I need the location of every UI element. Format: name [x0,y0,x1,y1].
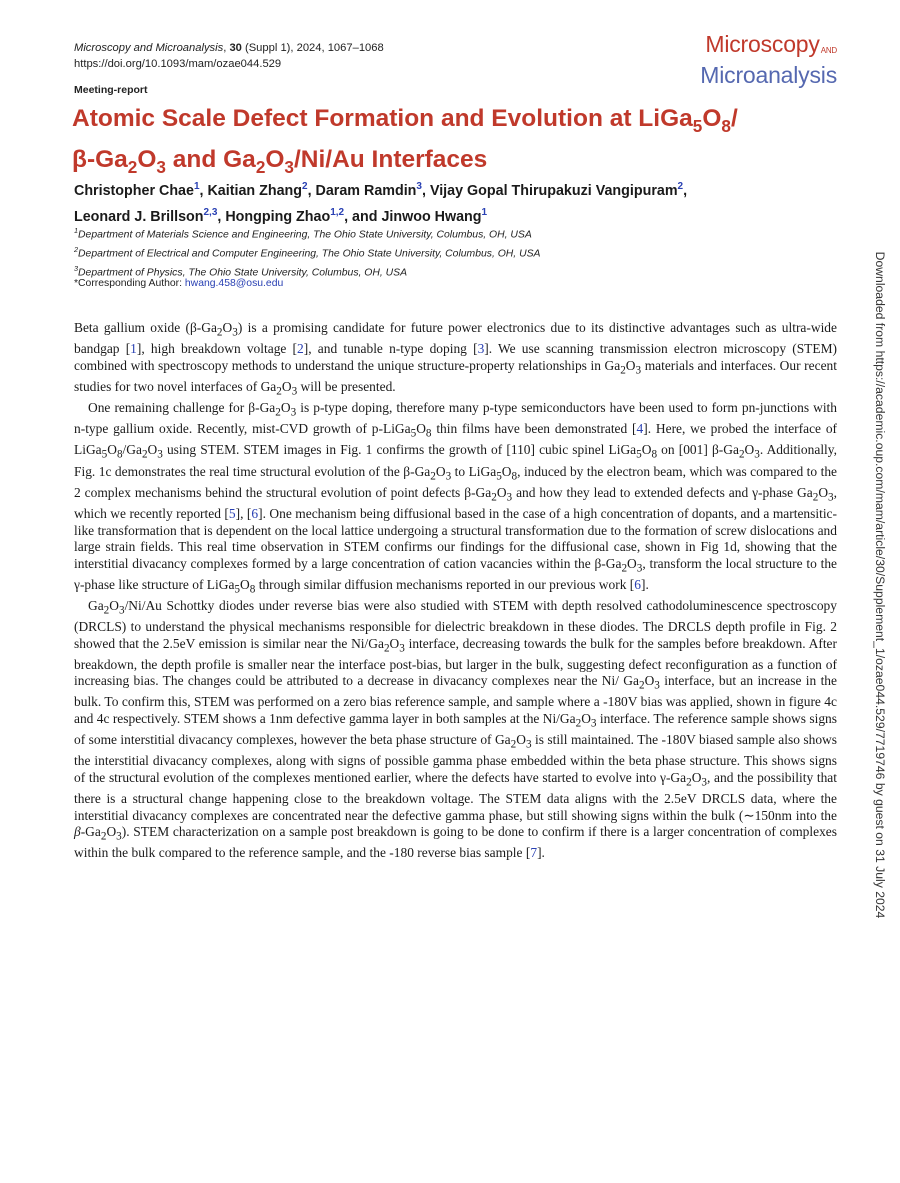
affiliation-item: $^1$Department of Materials Science and Engineering, The Ohio State University, Columbus, OH, USA [74,226,532,241]
affiliations [74,224,540,281]
author-list: Christopher Chae$^1$, Kaitian Zhang$^2$, Daram Ramdin$^3$, Vijay Gopal Thirupakuzi Vangipuram$^2$, Leonard J. Brillson$^{2,3}$, Hongping Zhao$^{1,2}$, and Jinwoo Hwang$^1$ [74,181,688,225]
reference-link[interactable]: 3 [477,341,485,357]
article-title: Atomic Scale Defect Formation and Evolution at $LiGa_5O_8/$ $\beta-Ga_2O_3$ and $Ga_2O_3/Ni/Au$ Interfaces [72,105,738,177]
affiliation-item: $^3$Department of Physics, The Ohio State University, Columbus, OH, USA [74,264,408,279]
reference-link[interactable]: 4 [636,421,644,437]
affiliation-item: $^2$Department of Electrical and Computer Engineering, The Ohio State University, Columbus, OH, USA [74,245,541,260]
author-affiliation-marker[interactable]: 2 [302,181,308,192]
journal-name: Microscopy and Microanalysis [74,42,224,54]
body-paragraph: One remaining challenge for $\beta-Ga_2O_3$ is p-type doping, therefore many p-type semiconductors have been used to form pn-junctions with n-type gallium oxide. Recently, mist-CVD growth of $p-LiGa_5O_8$ thin films have been demonstrated [4]. Here, we probed the interface of $LiGa_5O_8/Ga_2O_3$ using STEM. STEM images in Fig. 1 confirms the growth of [110] cubic spinel $LiGa_5O_8$ on [001] $\beta-Ga_2O_3$. Additionally, Fig. 1c demonstrates the real time structural evolution of the $\beta-Ga_2O_3$ to $LiGa_5O_8$, induced by the electron beam, which was compared to the 2 complex mechanisms behind the structural evolution of point defects $\beta-Ga_2O_3$ and how they lead to extended defects and γ-phase $Ga_2O_3$, which we recently reported [5], [6]. One mechanism being diffusional based in the case of a high concentration of dopants, and a martensitic-like transformation that is dependent on the local lattice undergoing a structural transformation due to the formation of screw dislocations and large strain fields. This real time observation in STEM confirms our findings for the diffusional case, shown in Fig 1d, showing that the interstitial divacancy complexes formed by a large concentration of cation vacancies within the $\beta-Ga_2O_3$, transform the local structure to the γ-phase like structure of $LiGa_5O_8$ through similar diffusion mechanisms reported in our previous work [6]. [74,400,838,596]
logo-and: AND [820,46,837,55]
author-affiliation-marker[interactable]: 1 [193,181,200,192]
author-name: Leonard J. Brillson [74,208,204,225]
author-affiliation-marker[interactable]: 2,3 [203,206,218,218]
logo-line1: Microscopy [705,31,820,57]
corresponding-author [74,278,283,289]
download-watermark-text: Downloaded from https://academic.oup.com/mam/article/30/Supplement_1/ozae044.529/7719746 by guest on 31 July 2024 [873,251,887,919]
author-name: Jinwoo Hwang [381,208,482,225]
author-affiliation-marker[interactable]: 3 [416,181,422,192]
journal-volume: 30 [229,42,242,54]
journal-logo [700,32,837,88]
author-name: Daram Ramdin [315,182,417,199]
citation-header: Microscopy and Microanalysis, 30 (Suppl 1), 2024, 1067–1068 https://doi.org/10.1093/mam/ozae044.529 [74,42,384,70]
reference-link[interactable]: 6 [251,506,259,521]
author-name: Vijay Gopal Thirupakuzi Vangipuram [429,182,678,199]
author-affiliation-marker[interactable]: 2 [677,181,684,192]
reference-link[interactable]: 6 [634,576,641,592]
author-name: Christopher Chae [74,182,194,199]
logo-line2: Microanalysis [700,62,837,88]
author-affiliation-marker[interactable]: 1,2 [330,206,345,218]
body-paragraph: $Ga_2O_3/Ni/Au$ Schottky diodes under reverse bias were also studied with STEM with depth resolved cathodoluminescence spectroscopy (DRCLS) to understand the physical mechanisms responsible for dielectric breakdown in these diodes. The DRCLS depth profile in Fig. 2 showed that the 2.5eV emission is similar near the $Ni/Ga_2O_3$ interface, decreasing towards the bulk for the samples before breakdown. After breakdown, the depth profile is smaller near the interface post-bias, but larger in the bulk, suggesting defect reconfiguration as a function of increasing bias. The changes could be attributed to a decrease in divacancy complexes near the Ni/ $Ga_2O_3$ interface, but an increase in the bulk. To confirm this, STEM was performed on a zero bias reference sample, and sample where a -180V bias was applied, shown in figure 4c and 4c respectively. STEM shows a 1nm defective gamma layer in both samples at the $Ni/Ga_2O_3$ interface. The reference sample shows signs of some interstitial divacancy complexes, however the beta phase structure of $Ga_2O_3$ is still maintained. The -180V biased sample also shows the interstitial divacancy complexes, along with signs of possible gamma phase embedded within the beta phase structure. This shows signs of the structural evolution of the complexes mentioned earlier, where the defects have started to evolve into $\gamma-Ga_2O_3$, and the possibility that there is a structural change happening close to the breakdown voltage. The STEM data aligns with the 2.5eV DRCLS data, where the interstitial divacancy complexes are concentrated near the defective gamma phase, but still showing signs within the bulk (∼150nm into the $\beta-Ga_2O_3$). STEM characterization on a sample post breakdown is going to be done to confirm if there is a larger concentration of complexes within the bulk compared to the reference sample, and the -180 reverse bias sample [7]. [74,597,837,861]
reference-link[interactable]: 2 [297,341,304,357]
reference-link[interactable]: 5 [228,506,236,521]
reference-link[interactable]: 7 [530,845,538,861]
author-name: Hongping Zhao [225,208,331,225]
body-paragraph: Beta gallium oxide $(\beta-Ga_2O_3)$ is a promising candidate for future power electronics due to its distinctive advantages such as ultra-wide bandgap [1], high breakdown voltage [2], and tunable n-type doping [3]. We use scanning transmission electron microscopy (STEM) combined with spectroscopy methods to understand the unique structure-property relationships in $Ga_2O_3$ materials and interfaces. Our recent studies for two novel interfaces of $Ga_2O_3$ will be presented. [74,320,838,398]
corresponding-label: *Corresponding Author: [74,278,185,289]
article-body [74,320,837,862]
doi-link[interactable]: https://doi.org/10.1093/mam/ozae044.529 [74,58,282,70]
corresponding-email[interactable]: hwang.458@osu.edu [184,278,284,289]
journal-issue-pages: (Suppl 1), 2024, 1067–1068 [241,42,384,54]
article-type: Meeting-report [74,84,148,96]
author-affiliation-marker[interactable]: 1 [481,206,488,218]
author-name: Kaitian Zhang [207,182,302,199]
reference-link[interactable]: 1 [130,341,137,357]
